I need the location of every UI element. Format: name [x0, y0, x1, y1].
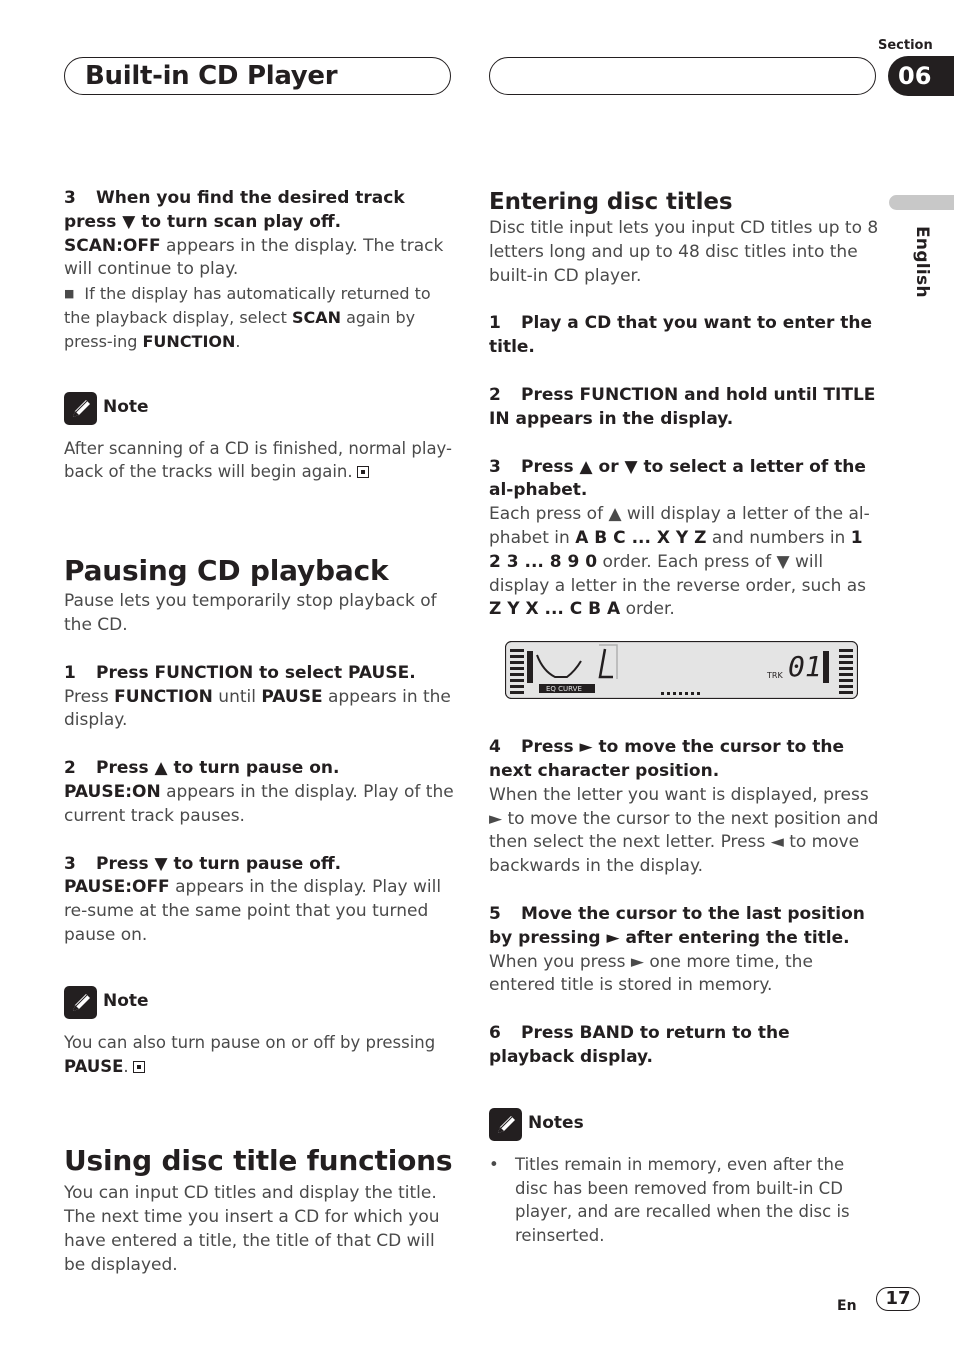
- body-text: order. Each press of ▼ will display a letter in the reverse order, such as: [489, 551, 867, 596]
- bold-term: Z Y X ... C B A: [489, 599, 621, 620]
- note-text: [64, 1031, 456, 1079]
- note-text: [64, 437, 456, 485]
- title-step-5: [489, 903, 879, 951]
- note-heading: [64, 392, 456, 425]
- pausing-intro: Pause lets you temporarily stop playback of the CD.: [64, 591, 437, 635]
- body-text: appears in the display. Play will re-sume at the same point that you turned pause on.: [64, 877, 442, 945]
- pause-step-1: [64, 662, 456, 686]
- pausing-heading: Pausing CD playback: [64, 554, 389, 588]
- pause-step-1-body: [64, 686, 456, 734]
- pencil-note-icon: [64, 392, 97, 425]
- page-number: 17: [876, 1287, 920, 1311]
- note-item-text: Titles remain in memory, even after the disc has been removed from built-in CD player, and are recalled when the disc is reinserted.: [515, 1154, 850, 1246]
- title-step-4: [489, 736, 879, 784]
- pause-step-3: [64, 853, 456, 877]
- bold-term: FUNCTION: [142, 331, 236, 351]
- title-step-6: [489, 1022, 879, 1070]
- section-number-badge: 06: [888, 56, 954, 96]
- section-label: Section: [878, 38, 933, 53]
- step-number: 1: [489, 313, 501, 334]
- step-text: Play a CD that you want to enter the title.: [489, 313, 873, 358]
- end-mark-icon: [133, 1061, 145, 1073]
- end-mark-icon: [357, 466, 369, 478]
- language-label: English: [912, 226, 932, 298]
- language-tab: [889, 195, 954, 210]
- body-text: Press: [64, 686, 115, 707]
- step-number: 3: [489, 456, 501, 477]
- title-step-3: [489, 456, 879, 504]
- step-text: Press ▲ or ▼ to select a letter of the al-phabet.: [489, 456, 866, 501]
- body-text: appears in the display. Play of the current track pauses.: [64, 781, 454, 826]
- entering-heading: Entering disc titles: [489, 189, 733, 215]
- bullet-icon: •: [489, 1154, 499, 1174]
- trk-label: TRK: [767, 671, 783, 680]
- step-number: 2: [64, 758, 76, 779]
- step-number: 1: [64, 662, 76, 683]
- step-number: 3: [64, 188, 76, 208]
- step-text: Press BAND to return to the playback display.: [489, 1023, 790, 1067]
- bold-term: PAUSE:OFF: [64, 877, 170, 898]
- bold-term: A B C ... X Y Z: [575, 527, 707, 548]
- note-body: After scanning of a CD is finished, normal play-back of the tracks will begin again.: [64, 438, 452, 482]
- pause-step-2-body: [64, 781, 456, 829]
- page-title: Built-in CD Player: [85, 61, 338, 91]
- scan-step-3: [64, 187, 456, 235]
- body-text: until: [212, 686, 262, 707]
- title-step-1: [489, 312, 879, 360]
- body-text: appears in the display. The track will continue to play.: [64, 235, 444, 280]
- step-number: 5: [489, 903, 501, 924]
- notes-list-item: [489, 1153, 879, 1248]
- note-body: .: [123, 1056, 129, 1076]
- right-column: [489, 187, 879, 1248]
- footer-language-code: En: [837, 1298, 857, 1314]
- entering-intro: Disc title input lets you input CD titles up to 8 letters long and up to 48 disc titles into the built-in CD player.: [489, 218, 879, 286]
- header-blank-box: [489, 57, 876, 95]
- pencil-note-icon: [64, 986, 97, 1019]
- scan-hint: [64, 282, 456, 353]
- eq-curve-label: EQ CURVE: [546, 685, 582, 693]
- step-text: Press ► to move the cursor to the next character position.: [489, 737, 844, 781]
- using-heading: Using disc title functions: [64, 1144, 453, 1178]
- step-text: Press ▲ to turn pause on.: [96, 758, 340, 779]
- left-column: [64, 187, 456, 1278]
- bold-term: PAUSE: [64, 1056, 124, 1076]
- header-title-box: [64, 57, 451, 95]
- note-label: Note: [103, 991, 149, 1012]
- track-number-display: 01: [788, 650, 822, 683]
- title-step-4-body: When the letter you want is displayed, press ► to move the cursor to the next position and then select the next letter. Press ◄ to move backwards in the display.: [489, 784, 879, 877]
- step-text: Move the cursor to the last position by pressing ► after entering the title.: [489, 903, 865, 948]
- pause-step-2: [64, 757, 456, 781]
- pencil-note-icon: [489, 1108, 522, 1141]
- hint-text: again by press-ing: [64, 307, 416, 351]
- body-text: Each press of ▲ will display a letter of the al-phabet in: [489, 504, 870, 548]
- notes-heading: [489, 1108, 879, 1141]
- body-text: appears in the display.: [64, 686, 451, 731]
- bold-term: SCAN: [291, 307, 341, 327]
- note-label: Notes: [528, 1113, 584, 1134]
- step-number: 2: [489, 384, 501, 405]
- note-heading: [64, 986, 456, 1019]
- body-text: order.: [620, 599, 675, 620]
- bold-term: 1 2 3 ... 8 9 0: [489, 527, 863, 572]
- bold-term: FUNCTION: [114, 686, 213, 707]
- note-body: You can also turn pause on or off by pressing: [64, 1032, 436, 1052]
- bold-term: PAUSE:ON: [64, 781, 161, 802]
- bold-term: SCAN:OFF: [64, 235, 161, 256]
- note-label: Note: [103, 397, 149, 418]
- title-step-2: [489, 384, 879, 432]
- bold-term: PAUSE: [261, 686, 323, 707]
- step-text: Press FUNCTION to select PAUSE.: [96, 662, 416, 683]
- step-text: Press ▼ to turn pause off.: [96, 853, 342, 874]
- lcd-display-illustration: [505, 641, 858, 699]
- title-step-5-body: When you press ► one more time, the entered title is stored in memory.: [489, 951, 813, 996]
- body-text: and numbers in: [706, 527, 851, 548]
- step-text: When you find the desired track press ▼ to turn scan play off.: [64, 188, 405, 232]
- step-number: 6: [489, 1023, 501, 1044]
- pause-step-3-body: [64, 876, 456, 947]
- title-step-3-body: [489, 503, 879, 622]
- square-bullet-icon: ■: [64, 287, 75, 301]
- hint-text: If the display has automatically returned to the playback display, select: [64, 284, 431, 327]
- hint-text: .: [235, 331, 241, 351]
- using-body: You can input CD titles and display the title. The next time you insert a CD for which you have entered a title, the title of that CD will be displayed.: [64, 1183, 440, 1275]
- step-number: 3: [64, 853, 76, 874]
- step-text: Press FUNCTION and hold until TITLE IN appears in the display.: [489, 384, 876, 429]
- step-number: 4: [489, 737, 501, 758]
- scan-step-3-body: [64, 235, 456, 283]
